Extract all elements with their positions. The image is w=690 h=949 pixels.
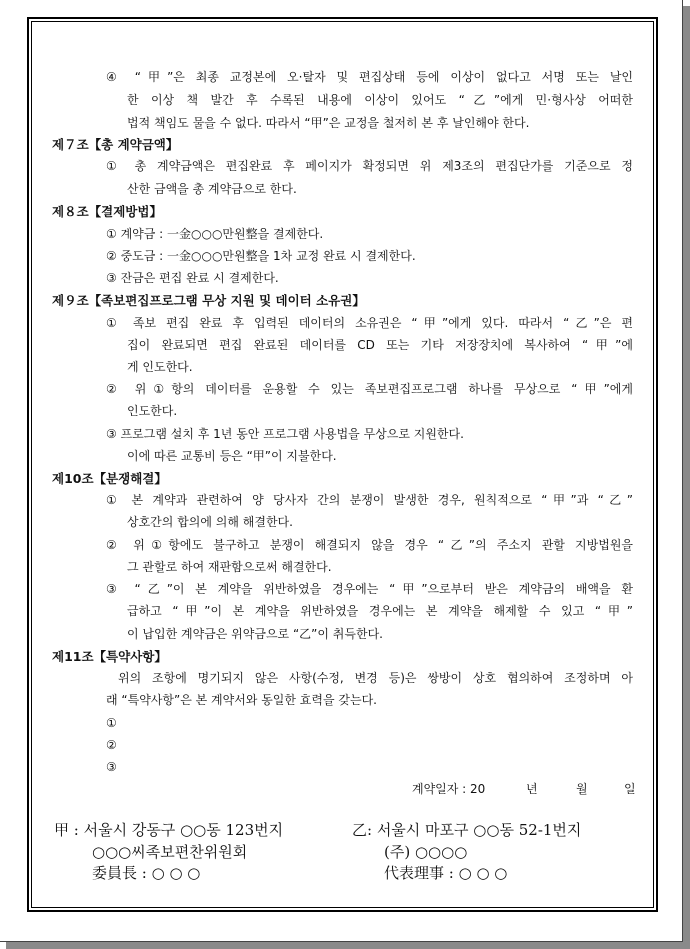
party-b-address: 乙: 서울시 마포구 ○○동 52-1번지	[352, 821, 582, 839]
article11-body-line1: 위의 조항에 명기되지 않은 사항(수정, 변경 등)은 쌍방이 상호 협의하여 조정하며 아	[118, 671, 633, 685]
party-a-organization: ○○○씨족보편찬위원회	[92, 843, 248, 861]
article10-item3-line3: 이 납입한 계약금은 위약금으로 “乙”이 취득한다.	[127, 627, 383, 641]
contract-date-year: 년	[526, 782, 538, 796]
article9-item2-line1: ② 위①항의 데이터를 운용할 수 있는 족보편집프로그램 하나를 무상으로 “甲”에게	[106, 382, 633, 396]
party-b-representative: 代表理事 : ○ ○ ○	[384, 864, 508, 882]
article8-item3: ③ 잔금은 편집 완료 시 결제한다.	[106, 271, 279, 285]
article9-heading: 제９조【족보편집프로그램 무상 지원 및 데이터 소유권】	[52, 293, 365, 308]
article10-item1-line1: ① 본 계약과 관련하여 양 당사자 간의 분쟁이 발생한 경우, 원칙적으로 “甲”과 “乙”	[106, 493, 633, 507]
article11-heading: 제11조【특약사항】	[52, 649, 167, 664]
article10-item1-line2: 상호간의 합의에 의해 해결한다.	[127, 515, 293, 529]
article9-item1-line2: 집이 완료되면 편집 완료된 데이터를 CD 또는 기타 저장장치에 복사하여 “甲”에	[127, 338, 633, 352]
article6-item4-line3: 법적 책임도 물을 수 없다. 따라서 “甲”은 교정을 철저히 본 후 날인해야 한다.	[127, 116, 530, 130]
article8-item2: ② 중도금 : 一金○○○만원整을 1차 교정 완료 시 결제한다.	[106, 249, 416, 263]
special-term-blank-1: ①	[106, 716, 117, 730]
contract-date-month: 월	[576, 782, 588, 796]
party-a-representative: 委員長 : ○ ○ ○	[92, 864, 201, 882]
article10-item3-line1: ③ “乙”이 본 계약을 위반하였을 경우에는 “甲”으로부터 받은 계약금의 배액을 환	[106, 582, 633, 596]
contract-date-day: 일	[624, 782, 636, 796]
article7-heading: 제７조【총 계약금액】	[52, 137, 179, 152]
article7-item1-line2: 산한 금액을 총 계약금으로 한다.	[127, 182, 297, 196]
article9-item2-line2: 인도한다.	[127, 404, 178, 418]
page-shadow-right	[683, 6, 690, 949]
article9-item1-line1: ① 족보 편집 완료 후 입력된 데이터의 소유권은 “甲”에게 있다. 따라서 “乙”은 편	[106, 316, 633, 330]
article8-item1: ① 계약금 : 一金○○○만원整을 결제한다.	[106, 227, 324, 241]
article7-item1-line1: ① 총 계약금액은 편집완료 후 페이지가 확정되면 위 제3조의 편집단가를 기준으로 정	[106, 159, 633, 173]
article9-item1-line3: 게 인도한다.	[127, 360, 193, 374]
special-term-blank-2: ②	[106, 738, 117, 752]
article11-body-line2: 래 “특약사항”은 본 계약서와 동일한 효력을 갖는다.	[106, 693, 377, 707]
special-term-blank-3: ③	[106, 760, 117, 774]
contract-date-label: 계약일자 : 20	[412, 782, 486, 796]
article9-item3-line2: 이에 따른 교통비 등은 “甲”이 지불한다.	[127, 449, 337, 463]
party-b-company: (주) ○○○○	[384, 843, 468, 861]
article10-item2-line1: ② 위①항에도 불구하고 분쟁이 해결되지 않을 경우 “乙”의 주소지 관할 지방법원을	[106, 538, 633, 552]
article6-item4-line2: 한 이상 책 발간 후 수록된 내용에 이상이 있어도 “乙”에게 민·형사상 어떠한	[127, 93, 633, 107]
page-shadow-bottom	[6, 942, 690, 949]
article10-item2-line2: 그 관할로 하여 재판함으로써 해결한다.	[127, 560, 332, 574]
article8-heading: 제８조【결제방법】	[52, 204, 162, 219]
article10-heading: 제10조【분쟁해결】	[52, 471, 167, 486]
article6-item4-line1: ④ “甲”은 최종 교정본에 오·탈자 및 편집상태 등에 이상이 없다고 서명 또는 날인	[106, 70, 633, 84]
article10-item3-line2: 급하고 “甲”이 본 계약을 위반하였을 경우에는 본 계약을 해제할 수 있고 “甲”	[127, 604, 633, 618]
article9-item3-line1: ③ 프로그램 설치 후 1년 동안 프로그램 사용법을 무상으로 지원한다.	[106, 427, 464, 441]
party-a-address: 甲 : 서울시 강동구 ○○동 123번지	[54, 821, 284, 839]
